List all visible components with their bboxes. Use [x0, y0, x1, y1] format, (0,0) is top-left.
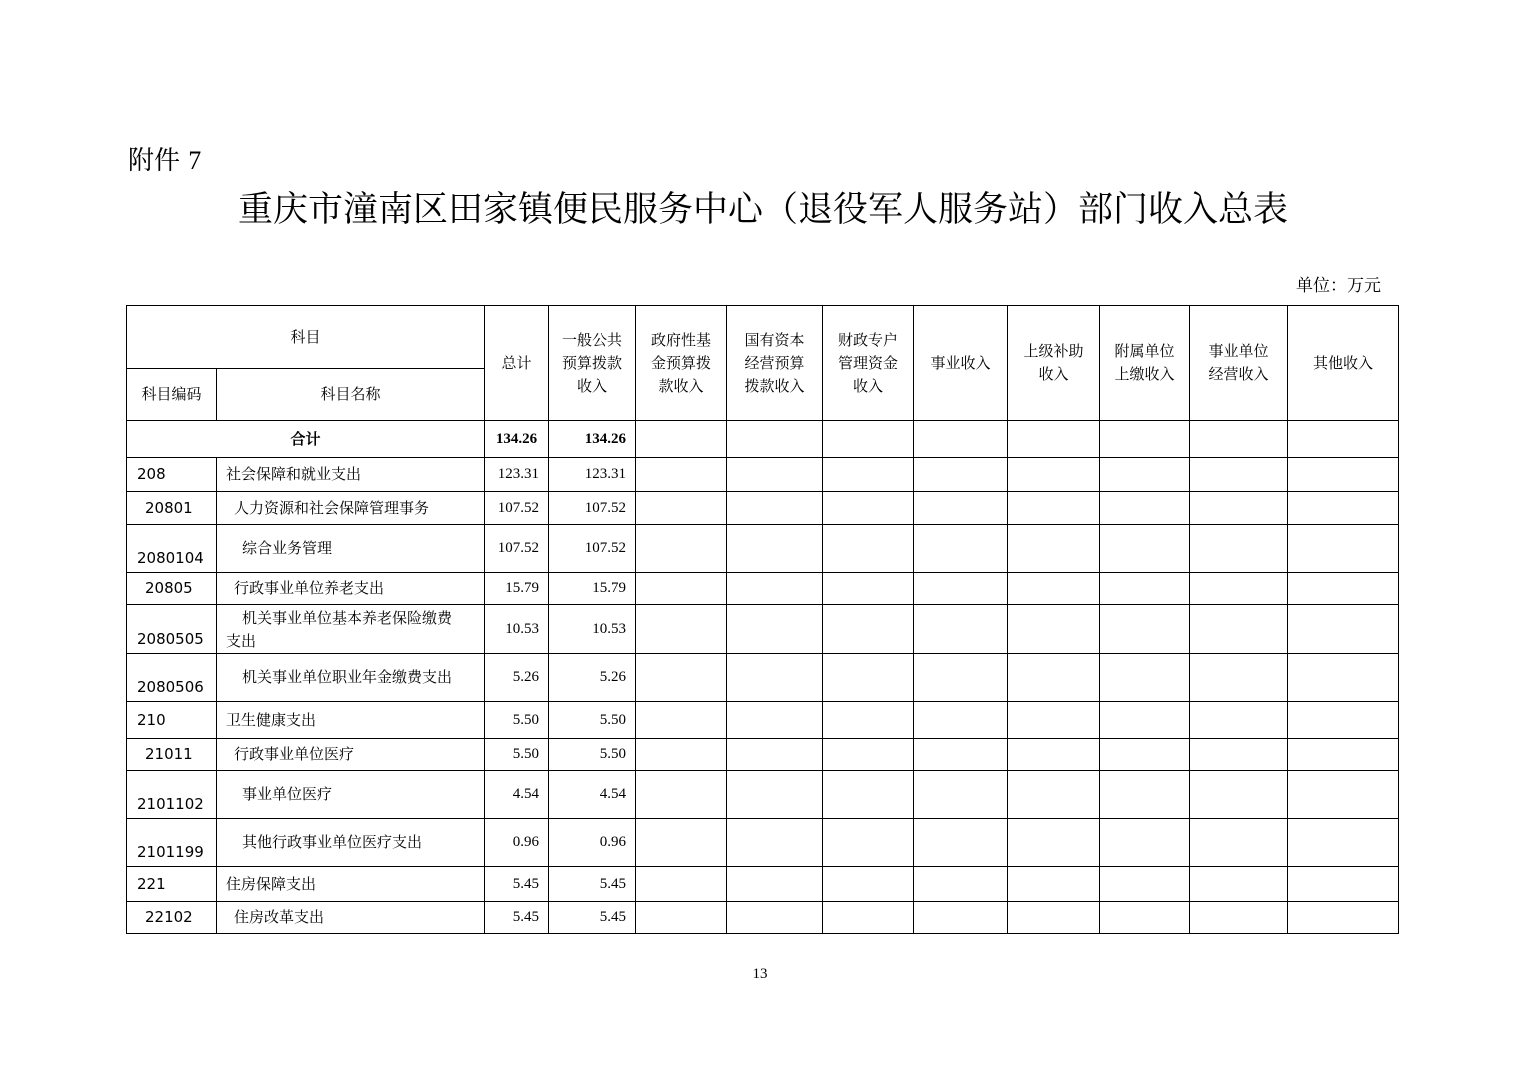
header-code: 科目编码	[127, 369, 217, 421]
header-col-operating: 事业单位 经营收入	[1190, 306, 1288, 421]
row-total: 5.50	[485, 739, 549, 771]
row-name: 社会保障和就业支出	[217, 458, 485, 492]
row-name: 住房保障支出	[217, 867, 485, 902]
row-general: 5.26	[549, 654, 636, 702]
row-name: 行政事业单位医疗	[217, 739, 485, 771]
header-name: 科目名称	[217, 369, 485, 421]
row-code: 2080506	[127, 654, 217, 702]
row-total: 5.50	[485, 702, 549, 739]
row-general: 0.96	[549, 819, 636, 867]
header-col-special: 财政专户 管理资金 收入	[823, 306, 914, 421]
row-name-line1: 机关事业单位基本养老保险缴费	[242, 609, 453, 627]
row-general: 5.50	[549, 702, 636, 739]
row-name: 综合业务管理	[217, 525, 485, 573]
total-general: 134.26	[549, 421, 636, 458]
row-total: 4.54	[485, 771, 549, 819]
row-general: 10.53	[549, 605, 636, 654]
row-general: 123.31	[549, 458, 636, 492]
row-general: 15.79	[549, 573, 636, 605]
table-row	[127, 458, 1399, 492]
header-subject: 科目	[127, 306, 485, 369]
row-general: 5.50	[549, 739, 636, 771]
header-col-superior: 上级补助 收入	[1008, 306, 1100, 421]
header-col-total: 总计	[485, 306, 549, 421]
row-code: 2101102	[127, 771, 217, 819]
table-row	[127, 902, 1399, 934]
table-row	[127, 867, 1399, 902]
row-total: 5.45	[485, 867, 549, 902]
header-col-business: 事业收入	[914, 306, 1008, 421]
row-total: 5.45	[485, 902, 549, 934]
table-row	[127, 819, 1399, 867]
row-name: 行政事业单位养老支出	[217, 573, 485, 605]
row-code: 221	[127, 867, 217, 902]
row-total: 107.52	[485, 525, 549, 573]
table-row	[127, 492, 1399, 525]
row-general: 107.52	[549, 492, 636, 525]
row-code: 210	[127, 702, 217, 739]
row-name: 住房改革支出	[217, 902, 485, 934]
row-general: 4.54	[549, 771, 636, 819]
row-code: 20805	[127, 573, 217, 605]
attachment-number: 7	[188, 146, 202, 175]
row-total: 107.52	[485, 492, 549, 525]
row-total: 0.96	[485, 819, 549, 867]
table-row	[127, 525, 1399, 573]
total-value: 134.26	[485, 421, 549, 458]
row-name: 人力资源和社会保障管理事务	[217, 492, 485, 525]
header-col-general: 一般公共 预算拨款 收入	[549, 306, 636, 421]
row-code: 208	[127, 458, 217, 492]
row-total: 10.53	[485, 605, 549, 654]
header-col-capital: 国有资本 经营预算 拨款收入	[727, 306, 823, 421]
row-total: 5.26	[485, 654, 549, 702]
total-row	[127, 421, 1399, 458]
table-row	[127, 573, 1399, 605]
row-code: 20801	[127, 492, 217, 525]
row-name-line2: 支出	[226, 632, 257, 650]
row-name	[217, 605, 485, 654]
row-name: 其他行政事业单位医疗支出	[217, 819, 485, 867]
page-title: 重庆市潼南区田家镇便民服务中心（退役军人服务站）部门收入总表	[237, 190, 1288, 230]
table-row	[127, 771, 1399, 819]
row-code: 2101199	[127, 819, 217, 867]
header-col-affiliate: 附属单位 上缴收入	[1100, 306, 1190, 421]
row-code: 2080104	[127, 525, 217, 573]
row-general: 5.45	[549, 867, 636, 902]
row-name: 事业单位医疗	[217, 771, 485, 819]
page-number: 13	[752, 966, 768, 982]
row-name: 卫生健康支出	[217, 702, 485, 739]
header-col-other: 其他收入	[1288, 306, 1399, 421]
unit-label: 单位：万元	[1296, 276, 1381, 296]
table-row	[127, 702, 1399, 739]
attachment-text: 附件	[128, 146, 181, 176]
row-total: 15.79	[485, 573, 549, 605]
header-row-1	[127, 306, 1399, 369]
table-row	[127, 654, 1399, 702]
header-col-fund: 政府性基 金预算拨 款收入	[636, 306, 727, 421]
total-label: 合计	[127, 421, 485, 458]
table-row	[127, 605, 1399, 654]
row-general: 5.45	[549, 902, 636, 934]
row-code: 21011	[127, 739, 217, 771]
table-row	[127, 739, 1399, 771]
row-total: 123.31	[485, 458, 549, 492]
row-code: 2080505	[127, 605, 217, 654]
row-name: 机关事业单位职业年金缴费支出	[217, 654, 485, 702]
income-table	[126, 305, 1399, 934]
attachment-label	[128, 143, 210, 179]
row-code: 22102	[127, 902, 217, 934]
row-general: 107.52	[549, 525, 636, 573]
